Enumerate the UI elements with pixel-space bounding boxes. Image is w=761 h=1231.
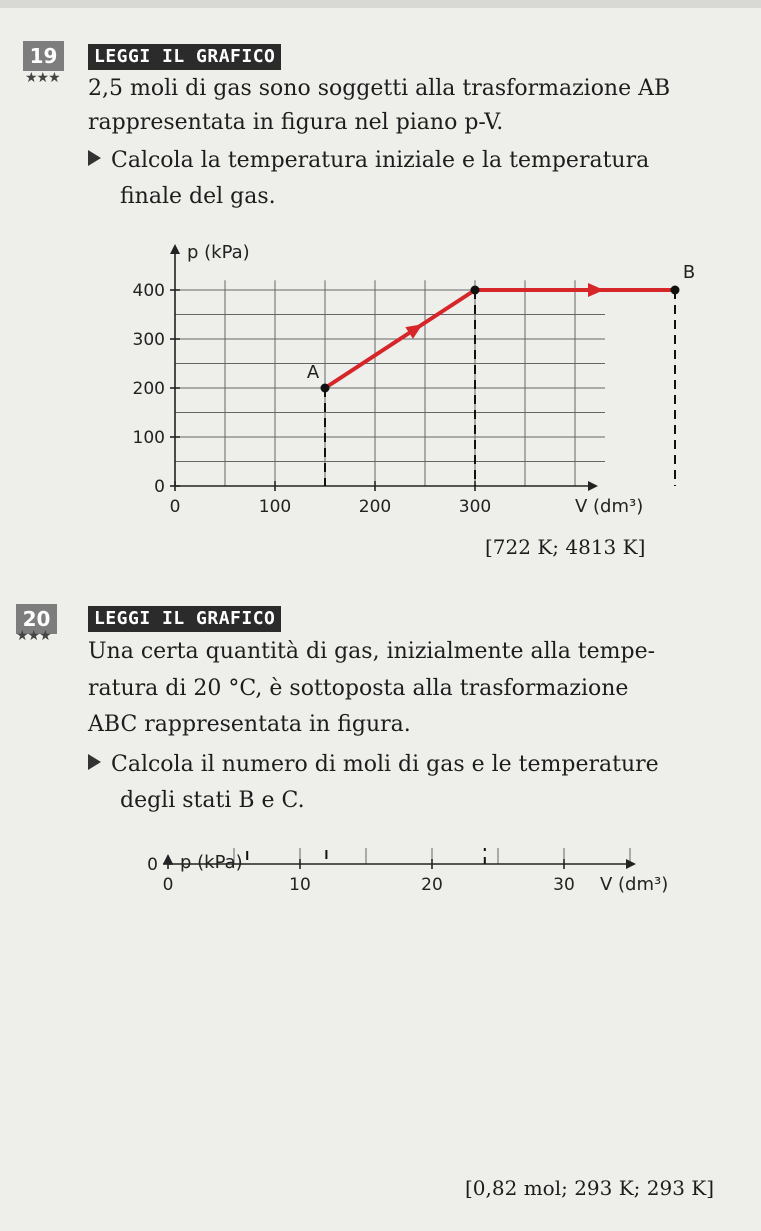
x-axis-label: V (dm³) xyxy=(575,496,644,517)
exercise-tag: LEGGI IL GRAFICO xyxy=(88,44,281,70)
difficulty-stars: ★★★ xyxy=(25,70,60,86)
problem-text-line: 2,5 moli di gas sono soggetti alla trasformazione AB xyxy=(88,76,671,101)
difficulty-stars: ★★★ xyxy=(16,628,51,644)
x-tick-label: 100 xyxy=(258,497,292,517)
x-tick-label: 200 xyxy=(358,497,392,517)
problem-text-line: ratura di 20 °C, è sottoposta alla trasformazione xyxy=(88,676,629,701)
exercise-number: 20 xyxy=(16,604,57,634)
x-axis-arrow-icon xyxy=(626,859,636,869)
x-tick-label: 30 xyxy=(553,875,575,895)
state-point xyxy=(671,286,680,295)
y-tick-label: 100 xyxy=(132,428,165,448)
task-arrow-icon xyxy=(88,150,101,166)
problem-text-line: rappresentata in figura nel piano p-V. xyxy=(88,110,504,135)
y-axis-label: p (kPa) xyxy=(180,852,243,873)
exercise-tag: LEGGI IL GRAFICO xyxy=(88,606,281,632)
task-text-line xyxy=(88,748,659,782)
y-axis-arrow-icon xyxy=(170,244,180,254)
state-point xyxy=(471,286,480,295)
y-tick-label: 0 xyxy=(147,855,158,875)
problem-text-line: Una certa quantità di gas, inizialmente alla tempe- xyxy=(88,639,656,664)
x-tick-label: 0 xyxy=(162,875,174,895)
direction-arrow-icon xyxy=(588,283,604,297)
chart-pv-ab xyxy=(0,228,761,548)
task-text: Calcola la temperatura iniziale e la temperatura xyxy=(111,148,650,173)
y-tick-label: 200 xyxy=(132,379,165,399)
state-label: A xyxy=(306,362,320,383)
task-text-line: finale del gas. xyxy=(120,184,276,209)
x-tick-label: 300 xyxy=(458,497,492,517)
state-point xyxy=(321,384,330,393)
x-tick-label: 0 xyxy=(169,497,181,517)
y-axis-label: p (kPa) xyxy=(187,242,250,263)
task-text-line: degli stati B e C. xyxy=(120,788,305,813)
x-tick-label: 10 xyxy=(289,875,311,895)
x-tick-label: 20 xyxy=(421,875,443,895)
chart-pv-abc xyxy=(0,848,761,1168)
y-tick-label: 300 xyxy=(132,330,165,350)
page-top-edge xyxy=(0,0,761,8)
answer-text: [722 K; 4813 K] xyxy=(485,535,646,559)
x-axis-arrow-icon xyxy=(588,481,598,491)
x-axis-label: V (dm³) xyxy=(600,874,669,895)
problem-text-line: ABC rappresentata in figura. xyxy=(88,712,411,737)
y-tick-label: 0 xyxy=(154,477,165,497)
task-arrow-icon xyxy=(88,754,101,770)
state-label: B xyxy=(682,262,696,283)
answer-text: [0,82 mol; 293 K; 293 K] xyxy=(465,1176,715,1200)
task-text: Calcola il numero di moli di gas e le temperature xyxy=(111,752,659,777)
task-text-line xyxy=(88,144,649,178)
y-tick-label: 400 xyxy=(132,281,165,301)
exercise-number: 19 xyxy=(23,41,64,71)
